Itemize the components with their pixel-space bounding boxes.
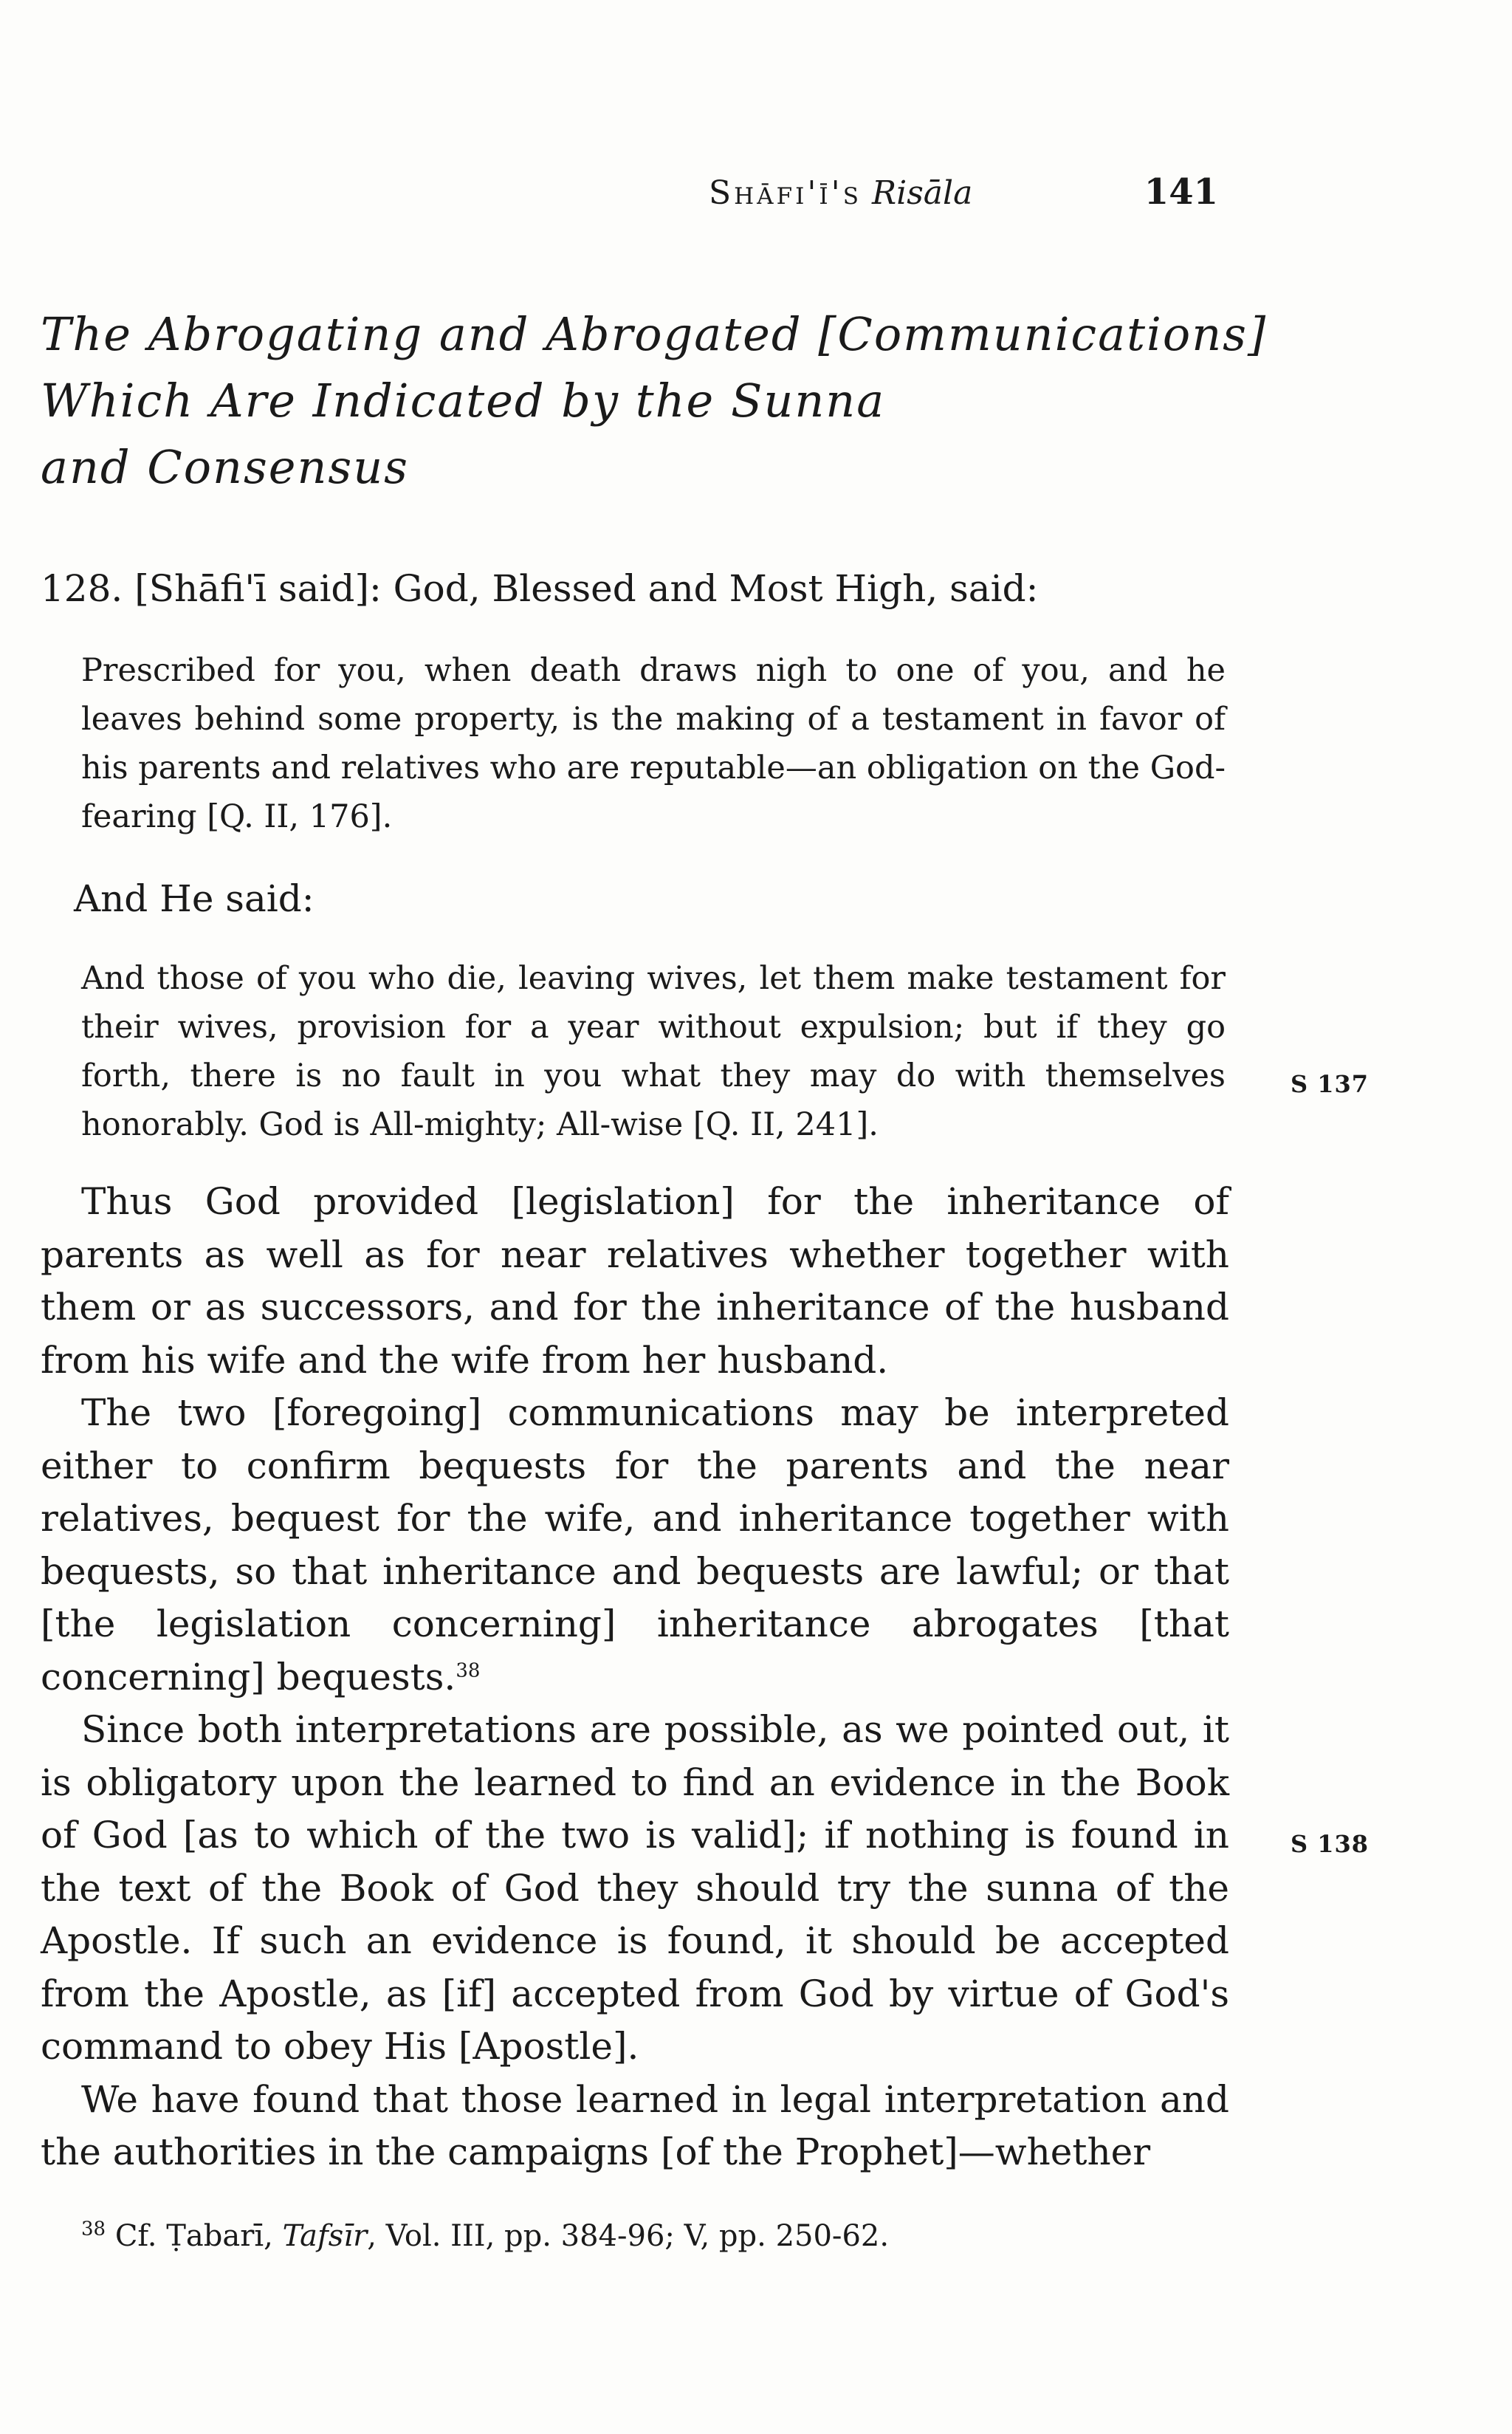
section-heading-line-2: Which Are Indicated by the Sunna — [41, 374, 886, 428]
body-paragraph-2 — [41, 1387, 1229, 1704]
section-heading-line-1: The Abrogating and Abrogated [Communications] — [41, 307, 1268, 361]
running-head — [709, 171, 1218, 213]
running-head-author: Shāfi'ī's — [709, 174, 862, 212]
body-paragraph-1: Thus God provided [legislation] for the inheritance of parents as well as for near relatives whether together with them or as successors, and for the inheritance of the husband from his wife and the wife from her husband. — [41, 1180, 1229, 1382]
and-he-said-line: And He said: — [74, 877, 315, 920]
body-paragraph-3: Since both interpretations are possible, as we pointed out, it is obligatory upon the learned to find an evidence in the Book of God [as to which of the two is valid]; if nothing is found in the text of the Book of God they should try the sunna of the Apostle. If such an evidence is found, it should be accepted from the Apostle, as [if] accepted from God by virtue of God's command to obey His [Apostle]. — [41, 1708, 1229, 2068]
page-number: 141 — [1144, 171, 1218, 213]
margin-reference-138: S 138 — [1291, 1830, 1370, 1858]
section-heading — [41, 301, 1268, 501]
body-paragraph-4: We have found that those learned in legal interpretation and the authorities in the campaigns [of the Prophet]—whether — [41, 2077, 1229, 2173]
margin-reference-137: S 137 — [1291, 1070, 1370, 1098]
footnote-38 — [81, 2215, 1226, 2257]
section-heading-line-3: and Consensus — [41, 440, 409, 494]
body-paragraph-2-text: The two [foregoing] communications may be interpreted either to confirm bequests for the parents and the near relatives, bequest for the wife, and inheritance together with bequests, so that inheritance and bequests are lawful; or that [the legislation concerning] inheritance abrogates [that concerning] bequests. — [41, 1391, 1229, 1698]
running-head-work: Risāla — [872, 174, 973, 212]
body-text — [41, 1176, 1229, 2179]
footnote-title: Tafsīr — [282, 2219, 368, 2253]
quran-quote-1: Prescribed for you, when death draws nigh to one of you, and he leaves behind some property, is the making of a testament in favor of his parents and relatives who are reputable—an obligation on the God-fearing [Q. II, 176]. — [81, 652, 1226, 835]
quran-quote-2: And those of you who die, leaving wives, let them make testament for their wives, provision for a year without expulsion; but if they go forth, there is no fault in you what they may do with themselves honorably. God is All-mighty; All-wise [Q. II, 241]. — [81, 960, 1226, 1143]
footnote-prefix: Cf. Ṭabarī, — [114, 2219, 273, 2253]
running-head-title — [709, 174, 972, 212]
footnote-marker: 38 — [81, 2218, 106, 2241]
footnote-rest: , Vol. III, pp. 384-96; V, pp. 250-62. — [367, 2219, 890, 2253]
footnote-reference-38[interactable]: 38 — [456, 1659, 481, 1681]
paragraph-128-intro: 128. [Shāfi'ī said]: God, Blessed and Most High, said: — [41, 567, 1039, 610]
